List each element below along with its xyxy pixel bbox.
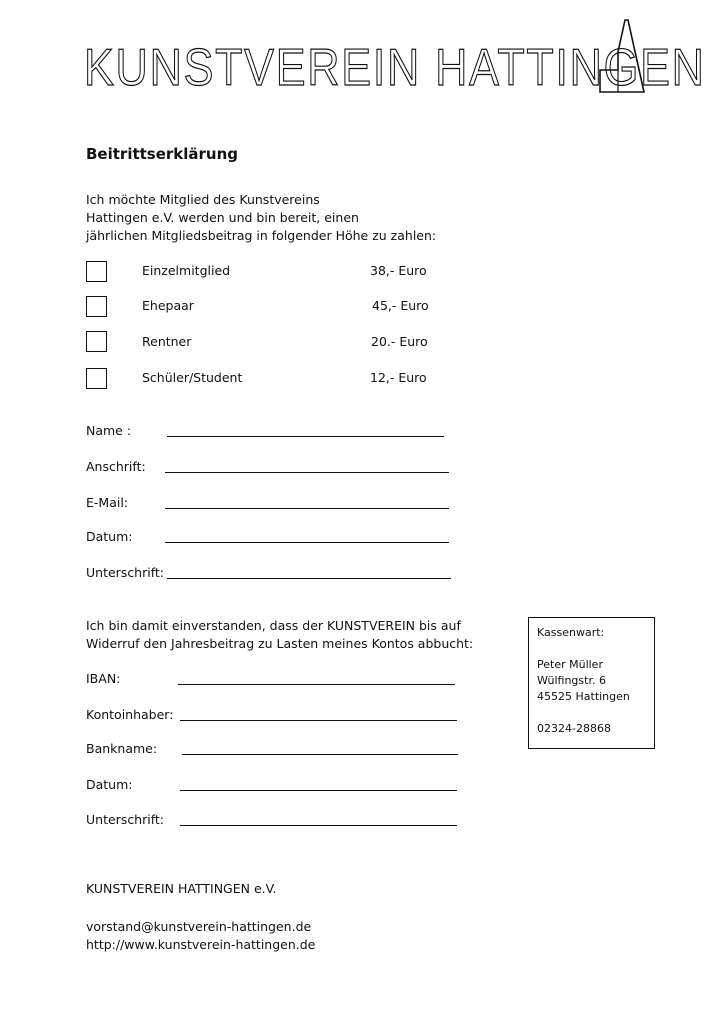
membership-price: 38,- Euro bbox=[370, 263, 427, 278]
intro-line: Hattingen e.V. werden und bin bereit, einen bbox=[86, 210, 359, 225]
field-label-unterschrift-bank: Unterschrift: bbox=[86, 812, 165, 827]
unterschrift-input-line[interactable] bbox=[167, 578, 451, 579]
checkbox-rentner[interactable] bbox=[86, 331, 107, 352]
field-label-datum-bank: Datum: bbox=[86, 777, 133, 792]
kassenwart-heading: Kassenwart: bbox=[537, 626, 605, 639]
logo-wordmark: KUNSTVEREIN HATTINGEN bbox=[84, 39, 706, 97]
kontoinhaber-input-line[interactable] bbox=[180, 720, 457, 721]
field-label-anschrift: Anschrift: bbox=[86, 459, 146, 474]
kassenwart-street: Wülfingstr. 6 bbox=[537, 674, 606, 687]
field-label-unterschrift: Unterschrift: bbox=[86, 565, 165, 580]
kassenwart-name: Peter Müller bbox=[537, 658, 603, 671]
field-label-iban: IBAN: bbox=[86, 671, 121, 686]
field-label-name: Name : bbox=[86, 423, 132, 438]
footer-org: KUNSTVEREIN HATTINGEN e.V. bbox=[86, 881, 277, 896]
kassenwart-city: 45525 Hattingen bbox=[537, 690, 630, 703]
field-label-kontoinhaber: Kontoinhaber: bbox=[86, 707, 174, 722]
intro-line: Ich möchte Mitglied des Kunstvereins bbox=[86, 192, 320, 207]
kassenwart-phone: 02324-28868 bbox=[537, 722, 611, 735]
logo-building-icon bbox=[598, 18, 648, 100]
field-label-bankname: Bankname: bbox=[86, 741, 158, 756]
unterschrift-bank-input-line[interactable] bbox=[180, 825, 457, 826]
datum-bank-input-line[interactable] bbox=[180, 790, 457, 791]
consent-line: Ich bin damit einverstanden, dass der KUNSTVEREIN bis auf bbox=[86, 618, 461, 633]
footer-website[interactable]: http://www.kunstverein-hattingen.de bbox=[86, 937, 316, 952]
footer-email[interactable]: vorstand@kunstverein-hattingen.de bbox=[86, 919, 312, 934]
field-label-email: E-Mail: bbox=[86, 495, 129, 510]
checkbox-schueler-student[interactable] bbox=[86, 368, 107, 389]
membership-price: 45,- Euro bbox=[372, 298, 429, 313]
bankname-input-line[interactable] bbox=[182, 754, 458, 755]
consent-text bbox=[86, 617, 473, 653]
membership-price: 12,- Euro bbox=[370, 370, 427, 385]
datum-input-line[interactable] bbox=[165, 542, 449, 543]
consent-line: Widerruf den Jahresbeitrag zu Lasten meines Kontos abbucht: bbox=[86, 636, 474, 651]
intro-text bbox=[86, 191, 436, 245]
email-input-line[interactable] bbox=[165, 508, 449, 509]
membership-price: 20.- Euro bbox=[371, 334, 428, 349]
name-input-line[interactable] bbox=[167, 436, 444, 437]
kassenwart-box bbox=[528, 617, 655, 749]
membership-label: Rentner bbox=[142, 334, 192, 349]
page-title: Beitrittserklärung bbox=[86, 145, 239, 163]
field-label-datum: Datum: bbox=[86, 529, 133, 544]
anschrift-input-line[interactable] bbox=[165, 472, 449, 473]
intro-line: jährlichen Mitgliedsbeitrag in folgender Höhe zu zahlen: bbox=[86, 228, 437, 243]
checkbox-ehepaar[interactable] bbox=[86, 296, 107, 317]
membership-label: Schüler/Student bbox=[142, 370, 243, 385]
membership-label: Einzelmitglied bbox=[142, 263, 231, 278]
membership-label: Ehepaar bbox=[142, 298, 194, 313]
checkbox-einzelmitglied[interactable] bbox=[86, 261, 107, 282]
iban-input-line[interactable] bbox=[178, 684, 455, 685]
